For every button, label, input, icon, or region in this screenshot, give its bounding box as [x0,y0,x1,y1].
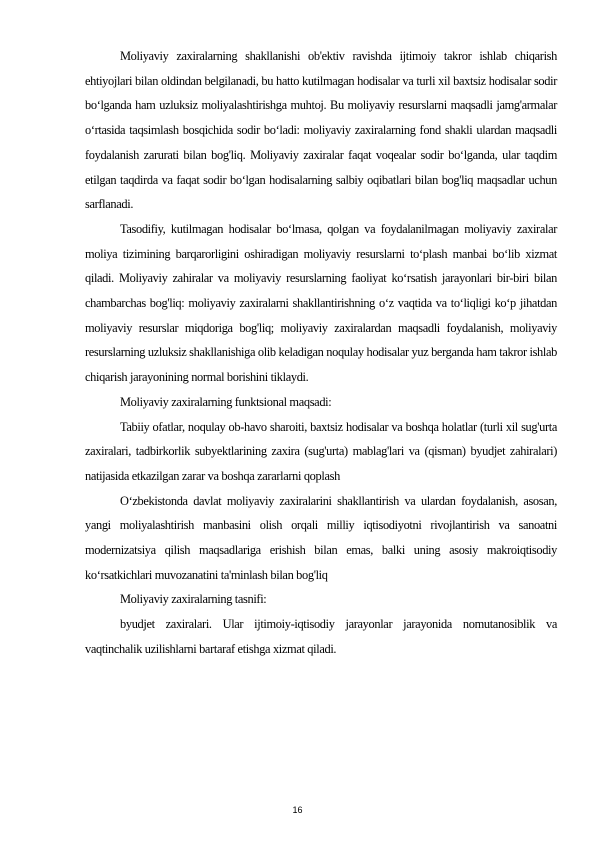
paragraph-unused-reserves: Tasodifiy, kutilmagan hodisalar bo‘lmasa, qolgan va foydalanilmagan moliyaviy zaxiralar moliya tizimining barqarorligini oshiradigan moliyaviy resurslarni to‘plash manbai bo‘lib xizmat qiladi. Moliyaviy zahiralar va moliyaviy resurslarning faoliyat ko‘rsatish jarayonlari bir-biri bilan chambarchas bog'liq: moliyaviy zaxiralarni shakllantirishning o‘z vaqtida va to‘liqligi ko‘p jihatdan moliyaviy resurslar miqdoriga bog'liq; moliyaviy zaxiralardan maqsadli foydalanish, moliyaviy resurslarning uzluksiz shakllanishiga olib keladigan noqulay hodisalar yuz berganda ham takror ishlab chiqarish jarayonining normal borishini tiklaydi. [85,221,557,385]
paragraph-classification-heading: Moliyaviy zaxiralarning tasnifi: [120,592,267,607]
paragraph-functional-purpose-heading: Moliyaviy zaxiralarning funktsional maqsadi: [120,394,332,409]
paragraph-uzbekistan-reserves: O‘zbekistonda davlat moliyaviy zaxiralarini shakllantirish va ulardan foydalanish, asosan, yangi moliyalashtirish manbasini olish orqali milliy iqtisodiyotni rivojlantirish va sanoatni modernizatsiya qilish maqsadlariga erishish bilan emas, balki uning asosiy makroiqtisodiy ko‘rsatkichlari muvozanatini ta'minlash bilan bog'liq [85,493,557,582]
page-number: 16 [292,805,303,815]
paragraph-financial-reserves-formation: Moliyaviy zaxiralarning shakllanishi ob'ektiv ravishda ijtimoiy takror ishlab chiqarish ehtiyojlari bilan oldindan belgilanadi, bu hatto kutilmagan hodisalar va turli xil baxtsiz hodisalar sodir bo‘lganda ham uzluksiz moliyalashtirishga muhtoj. Bu moliyaviy resurslarni maqsadli jamg'armalar o‘rtasida taqsimlash bosqichida sodir bo‘ladi: moliyaviy zaxiralarning fond shakli ulardan maqsadli foydalanish zarurati bilan bog'liq. Moliyaviy zaxiralar faqat voqealar sodir bo‘lganda, ular taqdim etilgan taqdirda va faqat sodir bo‘lgan hodisalarning salbiy oqibatlari bilan bog'liq maqsadlar uchun sarflanadi. [85,49,557,212]
paragraph-damage-compensation: Tabiiy ofatlar, noqulay ob-havo sharoiti, baxtsiz hodisalar va boshqa holatlar (turli xil sug'urta zaxiralari, tadbirkorlik subyektlarining zaxira (sug'urta) mablag'lari va (qisman) byudjet zahiralari) natijasida etkazilgan zarar va boshqa zararlarni qoplash [85,419,557,483]
document-body [85,44,557,662]
paragraph-budget-reserves: byudjet zaxiralari. Ular ijtimoiy-iqtisodiy jarayonlar jarayonida nomutanosiblik va vaqtinchalik uzilishlarni bartaraf etishga xizmat qiladi. [85,617,557,656]
